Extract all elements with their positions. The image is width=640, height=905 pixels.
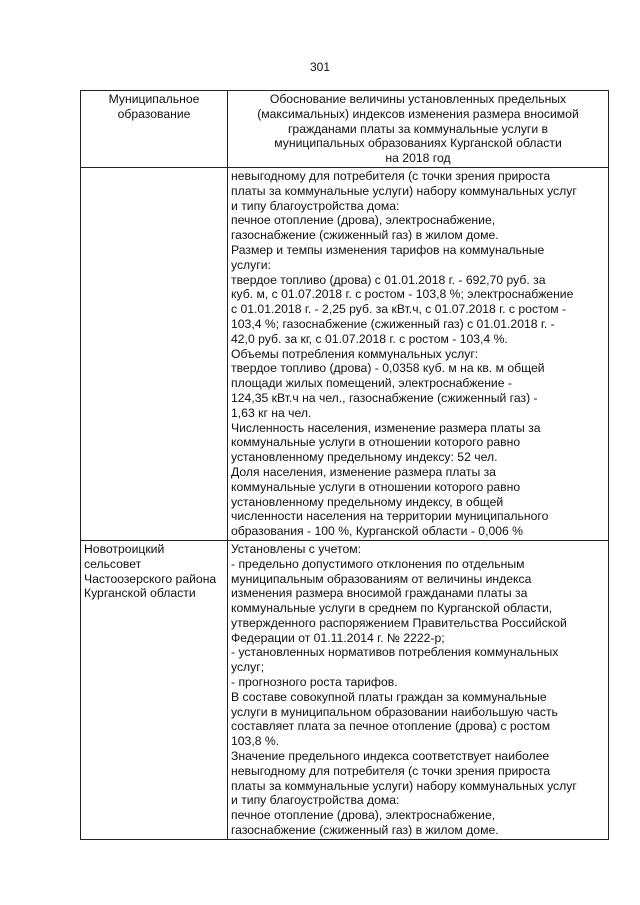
text-line: куб. м, с 01.07.2018 г. с ростом - 103,8 %; электроснабжение xyxy=(231,287,574,302)
text-line: утвержденного распоряжением Правительства Российской xyxy=(231,615,567,630)
text-line: изменения размера вносимой гражданами платы за xyxy=(231,586,528,601)
text-line: 1,63 кг на чел. xyxy=(231,405,312,420)
text-line: Объемы потребления коммунальных услуг: xyxy=(231,346,479,361)
text-line: невыгодному для потребителя (с точки зрения прироста xyxy=(231,168,551,183)
text-line: площади жилых помещений, электроснабжение - xyxy=(231,376,512,391)
table-row xyxy=(81,167,609,540)
text-line: печное отопление (дрова), электроснабжение, xyxy=(231,213,496,228)
text-line: Численность населения, изменение размера платы за xyxy=(231,420,541,435)
text-line: услуги: xyxy=(231,257,271,272)
header-justification-cell xyxy=(228,91,609,168)
text-line: Установлены с учетом: xyxy=(231,541,361,556)
text-line: муниципальным образованиям от величины индекса xyxy=(231,571,532,586)
text-line: - установленных нормативов потребления коммунальных xyxy=(231,645,559,660)
table-header-row xyxy=(81,91,609,168)
justification-cell xyxy=(228,167,609,540)
text-line: печное отопление (дрова), электроснабжение, xyxy=(231,808,496,823)
justification-text xyxy=(231,542,605,838)
text-line: 103,8 %. xyxy=(231,734,280,749)
text-line: газоснабжение (сжиженный газ) в жилом доме. xyxy=(231,228,499,243)
text-line: газоснабжение (сжиженный газ) в жилом доме. xyxy=(231,823,499,838)
text-line: платы за коммунальные услуги) набору коммунальных услуг xyxy=(231,183,577,198)
text-line: 124,35 кВт.ч на чел., газоснабжение (сжиженный газ) - xyxy=(231,390,538,405)
text-line: Муниципальное xyxy=(108,92,200,106)
text-line: - прогнозного роста тарифов. xyxy=(231,675,398,690)
text-line: Размер и темпы изменения тарифов на коммунальные xyxy=(231,242,545,257)
justification-text xyxy=(231,169,605,539)
text-line: образование xyxy=(117,106,191,121)
text-line: Доля населения, изменение размера платы за xyxy=(231,464,496,479)
text-line: муниципальных образованиях Курганской области xyxy=(274,136,562,151)
text-line: Значение предельного индекса соответствует наиболее xyxy=(231,749,550,764)
text-line: на 2018 год xyxy=(385,151,451,166)
text-line: коммунальные услуги в среднем по Курганской области, xyxy=(231,601,553,616)
text-line: 42,0 руб. за кг, с 01.07.2018 г. с ростом - 103,4 %. xyxy=(231,331,508,346)
text-line: образования - 100 %, Курганской области - 0,006 % xyxy=(231,524,524,539)
text-line: Федерации от 01.11.2014 г. № 2222-р; xyxy=(231,630,445,645)
tariff-justification-table xyxy=(80,90,609,840)
text-line: составляет плата за печное отопление (дрова) с ростом xyxy=(231,719,551,734)
text-line: и типу благоустройства дома: xyxy=(231,198,400,213)
text-line: Частоозерского района xyxy=(84,571,217,586)
header-justification-text xyxy=(231,92,605,166)
text-line: (максимальных) индексов изменения размера вносимой xyxy=(257,106,579,121)
text-line: 103,4 %; газоснабжение (сжиженный газ) с 01.01.2018 г. - xyxy=(231,316,555,331)
header-municipality-text xyxy=(84,92,224,122)
text-line: В составе совокупной платы граждан за коммунальные xyxy=(231,689,547,704)
text-line: твердое топливо (дрова) с 01.01.2018 г. - 692,70 руб. за xyxy=(231,272,546,287)
text-line: гражданами платы за коммунальные услуги в xyxy=(287,121,549,136)
text-line: услуги в муниципальном образовании наибольшую часть xyxy=(231,704,558,719)
page-number: 301 xyxy=(309,60,331,74)
text-line: коммунальные услуги в отношении которого равно xyxy=(231,435,521,450)
table-row xyxy=(81,540,609,839)
text-line: платы за коммунальные услуги) набору коммунальных услуг xyxy=(231,778,577,793)
text-line: установленному предельному индексу: 52 чел. xyxy=(231,450,498,465)
text-line: численности населения на территории муниципального xyxy=(231,509,549,524)
justification-cell xyxy=(228,540,609,839)
text-line: сельсовет xyxy=(84,556,142,571)
text-line: с 01.01.2018 г. - 2,25 руб. за кВт.ч, с 01.07.2018 г. с ростом - xyxy=(231,302,567,317)
text-line: коммунальные услуги в отношении которого равно xyxy=(231,479,521,494)
text-line: Новотроицкий xyxy=(84,541,165,556)
municipality-cell xyxy=(81,540,228,839)
text-line: - предельно допустимого отклонения по отдельным xyxy=(231,556,525,571)
municipality-name xyxy=(84,542,224,601)
text-line: твердое топливо (дрова) - 0,0358 куб. м на кв. м общей xyxy=(231,361,545,376)
text-line: и типу благоустройства дома: xyxy=(231,793,400,808)
header-municipality-cell xyxy=(81,91,228,168)
text-line: Курганской области xyxy=(84,586,196,601)
text-line: невыгодному для потребителя (с точки зрения прироста xyxy=(231,763,551,778)
text-line: установленному предельному индексу, в общей xyxy=(231,494,504,509)
municipality-cell xyxy=(81,167,228,540)
text-line: услуг; xyxy=(231,660,265,675)
text-line: Обоснование величины установленных предельных xyxy=(269,92,567,106)
